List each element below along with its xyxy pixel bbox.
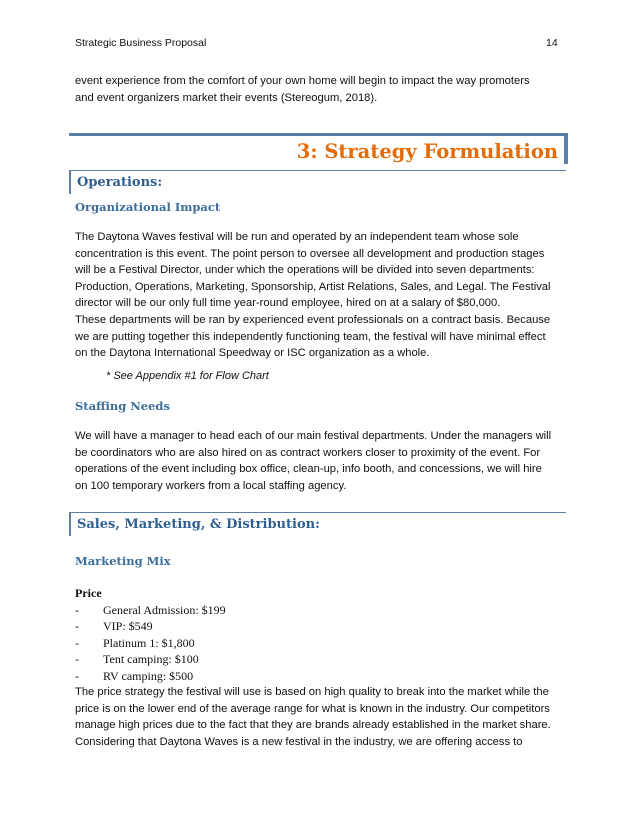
text-line: on the Daytona International Speedway or ISC organization as a whole.	[75, 347, 430, 360]
organizational-impact-heading: Organizational Impact	[75, 200, 221, 214]
text-line: will be a Festival Director, under which the operations will be divided into seven departments:	[75, 264, 535, 277]
price-strategy-paragraph	[75, 684, 562, 750]
text-line: operations of the event including box office, clean-up, info booth, and concessions, we will hire	[75, 463, 542, 476]
text-line: Production, Operations, Marketing, Sponsorship, Artist Relations, Sales, and Legal. The Festival	[75, 280, 551, 293]
price-item: - Platinum 1: $1,800	[75, 635, 226, 651]
text-line: manage high prices due to the fact that they are brands already established in the market share.	[75, 719, 551, 732]
chapter-title: 3: Strategy Formulation	[296, 140, 558, 163]
text-line: Considering that Daytona Waves is a new festival in the industry, we are offering access to	[75, 735, 523, 748]
price-heading: Price	[75, 586, 102, 600]
sales-section-header	[69, 512, 566, 536]
staffing-needs-heading: Staffing Needs	[75, 399, 170, 413]
running-header-title: Strategic Business Proposal	[75, 37, 207, 49]
price-list	[75, 602, 226, 684]
chapter-title-bar	[69, 133, 568, 164]
marketing-mix-heading: Marketing Mix	[75, 554, 171, 568]
price-item: - VIP: $549	[75, 618, 226, 634]
text-line: concentration is this event. The point person to oversee all development and production stages	[75, 247, 545, 260]
price-item: - Tent camping: $100	[75, 651, 226, 667]
intro-paragraph	[75, 73, 562, 106]
text-line: be coordinators who are also hired on as contract workers closer to proximity of the event. For	[75, 446, 541, 459]
text-line: on 100 temporary workers from a local staffing agency.	[75, 479, 347, 492]
page-number: 14	[546, 37, 558, 49]
text-line: The price strategy the festival will use is based on high quality to break into the market while the	[75, 686, 549, 698]
text-line: director will be our only full time year-round employee, hired on at a salary of $80,000.	[75, 297, 501, 310]
text-line: we are putting together this independently functioning team, the festival will have minimal effect	[75, 330, 546, 343]
operations-section-header	[69, 170, 566, 194]
sales-heading: Sales, Marketing, & Distribution:	[77, 517, 320, 532]
text-line: The Daytona Waves festival will be run and operated by an independent team whose sole	[75, 231, 519, 243]
staffing-paragraph	[75, 428, 562, 494]
operations-heading: Operations:	[77, 175, 163, 190]
operations-paragraph	[75, 229, 562, 362]
text-line: These departments will be ran by experienced event professionals on a contract basis. Because	[75, 313, 551, 326]
price-item: - RV camping: $500	[75, 668, 226, 684]
appendix-note: * See Appendix #1 for Flow Chart	[106, 370, 269, 382]
price-item: - General Admission: $199	[75, 602, 226, 618]
text-line: We will have a manager to head each of our main festival departments. Under the managers will	[75, 430, 552, 442]
text-line: event experience from the comfort of your own home will begin to impact the way promoters	[75, 75, 530, 87]
text-line: price is on the lower end of the average range for what is known in the industry. Our competitors	[75, 702, 550, 715]
text-line: and event organizers market their events (Stereogum, 2018).	[75, 91, 378, 104]
